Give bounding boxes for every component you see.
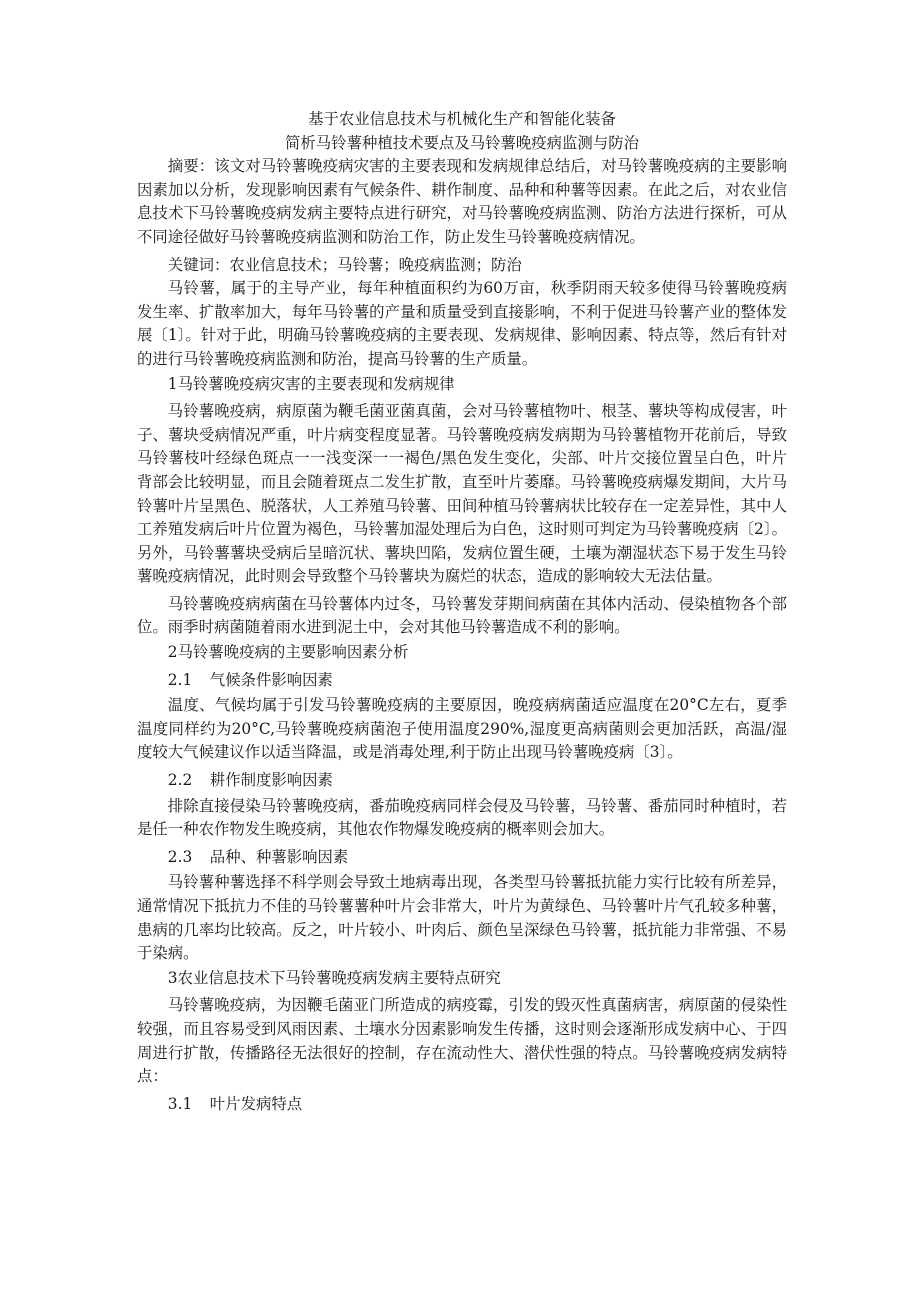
subsection-number: 2.2 (167, 771, 193, 790)
subsection-label: 叶片发病特点 (209, 1094, 303, 1113)
subsection-3-1-heading (137, 1093, 787, 1117)
subsection-label: 品种、种薯影响因素 (209, 847, 349, 866)
subsection-2-3-heading (137, 846, 787, 870)
title-line-1: 基于农业信息技术与机械化生产和智能化装备 (308, 110, 616, 128)
section-1-paragraph-1: 马铃薯晚疫病，病原菌为鞭毛菌亚菌真菌，会对马铃薯植物叶、根茎、薯块等构成侵害，叶子、薯块受病情况严重，叶片病变程度显著。马铃薯晚疫病发病期为马铃薯植物开花前后，导致马铃薯枝叶经绿色斑点一一浅变深一一褐色/黑色发生变化，尖部、叶片交接位置呈白色，叶片背部会比较明显，而且会随着斑点二发生扩散，直至叶片萎靡。马铃薯晚疫病爆发期间，大片马铃薯叶片呈黑色、脱落状，人工养殖马铃薯、田间种植马铃薯病状比较存在一定差异性，其中人工养殖发病后叶片位置为褐色，马铃薯加湿处理后为白色，这时则可判定为马铃薯晚疫病〔2〕。另外，马铃薯薯块受病后呈暗沉状、薯块凹陷，发病位置生硬，土壤为潮湿状态下易于发生马铃薯晚疫病情况，此时则会导致整个马铃薯块为腐烂的状态，造成的影响较大无法估量。 (137, 402, 787, 586)
intro-paragraph: 马铃薯，属于的主导产业，每年种植面积约为60万亩，秋季阴雨天较多使得马铃薯晚疫病发生率、扩散率加大，每年马铃薯的产量和质量受到直接影响，不利于促进马铃薯产业的整体发展〔1〕。针对于此，明确马铃薯晚疫病的主要表现、发病规律、影响因素、特点等，然后有针对的进行马铃薯晚疫病监测和防治，提高马铃薯的生产质量。 (137, 279, 787, 368)
subsection-number: 2.3 (167, 847, 193, 866)
document-page (137, 108, 787, 1118)
subsection-number: 3.1 (167, 1094, 193, 1113)
section-2-2-paragraph: 排除直接侵染马铃薯晚疫病，番茄晚疫病同样会侵及马铃薯，马铃薯、番茄同时种植时，若是任一种农作物发生晚疫病，其他农作物爆发晚疫病的概率则会加大。 (137, 796, 787, 839)
subsection-2-1-heading (137, 669, 787, 693)
subsection-label: 耕作制度影响因素 (209, 771, 333, 790)
title-line-2: 简析马铃薯种植技术要点及马铃薯晚疫病监测与防治 (285, 133, 639, 152)
section-3-paragraph-1: 马铃薯晚疫病，为因鞭毛菌亚门所造成的病疫霉，引发的毁灭性真菌病害，病原菌的侵染性较强，而且容易受到风雨因素、土壤水分因素影响发生传播，这时则会逐渐形成发病中心、于四周进行扩散，传播路径无法很好的控制，存在流动性大、潜伏性强的特点。马铃薯晚疫病发病特点： (137, 996, 787, 1086)
abstract-paragraph: 摘要：该文对马铃薯晚疫病灾害的主要表现和发病规律总结后，对马铃薯晚疫病的主要影响因素加以分析，发现影响因素有气候条件、耕作制度、品种和种薯等因素。在此之后，对农业信息技术下马铃薯晚疫病发病主要特点进行研究，对马铃薯晚疫病监测、防治方法进行探析，可从不同途径做好马铃薯晚疫病监测和防治工作，防止发生马铃薯晚疫病情况。 (137, 157, 787, 246)
subsection-number: 2.1 (167, 670, 193, 689)
keywords-line: 关键词：农业信息技术；马铃薯；晚疫病监测；防治 (167, 255, 522, 274)
subsection-label: 气候条件影响因素 (209, 670, 333, 689)
section-1-heading: 1马铃薯晚疫病灾害的主要表现和发病规律 (167, 374, 455, 393)
section-2-heading: 2马铃薯晚疫病的主要影响因素分析 (167, 643, 409, 662)
section-3-heading: 3农业信息技术下马铃薯晚疫病发病主要特点研究 (167, 968, 501, 987)
section-1-paragraph-2: 马铃薯晚疫病病菌在马铃薯体内过冬，马铃薯发芽期间病菌在其体内活动、侵染植物各个部位。雨季时病菌随着雨水进到泥土中，会对其他马铃薯造成不利的影响。 (137, 594, 787, 637)
section-2-1-paragraph: 温度、气候均属于引发马铃薯晚疫病的主要原因，晚疫病病菌适应温度在20°C左右，夏季温度同样约为20°C,马铃薯晚疫病菌泡子使用温度290%,湿度更高病菌则会更加活跃，高温/湿度较大气候建议作以适当降温，或是消毒处理,利于防止出现马铃薯晚疫病〔3〕。 (137, 696, 787, 762)
section-2-3-paragraph: 马铃薯种薯选择不科学则会导致土地病毒出现，各类型马铃薯抵抗能力实行比较有所差异，通常情况下抵抗力不佳的马铃薯薯种叶片会非常大，叶片为黄绿色、马铃薯叶片气孔较多种薯，患病的几率均比较高。反之，叶片较小、叶肉后、颜色呈深绿色马铃薯，抵抗能力非常强、不易于染病。 (137, 873, 787, 963)
subsection-2-2-heading (137, 769, 787, 793)
